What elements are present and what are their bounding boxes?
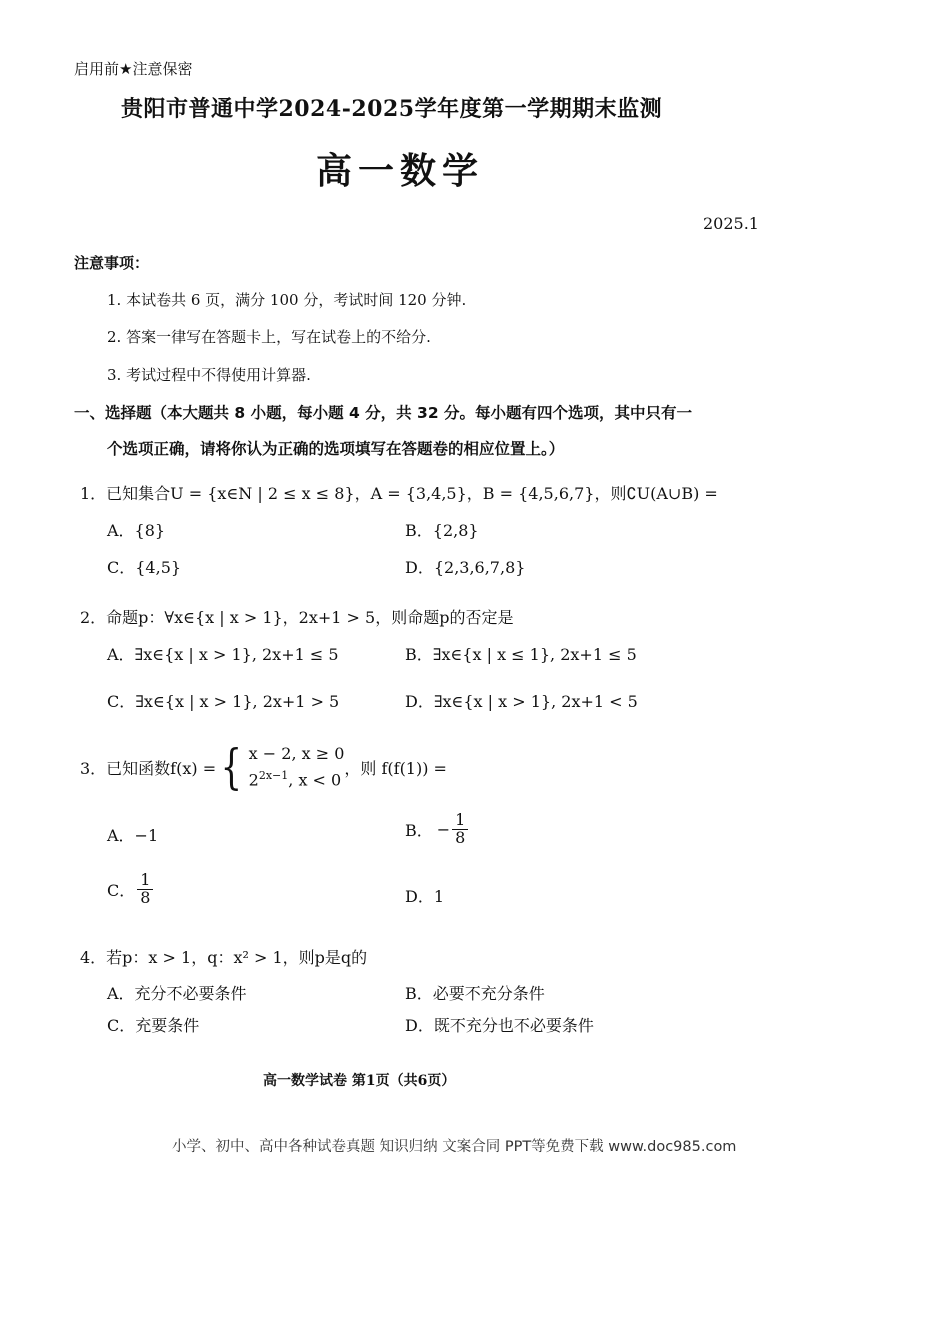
notice-item-2: 2. 答案一律写在答题卡上，写在试卷上的不给分. (107, 328, 431, 346)
option-c-label: C． (107, 880, 136, 900)
question-1-option-d: D．{2,3,6,7,8} (405, 558, 526, 577)
question-4-option-d: D．既不充分也不必要条件 (405, 1016, 594, 1035)
question-1-option-b: B．{2,8} (405, 521, 479, 540)
piecewise-case-2 (249, 767, 345, 793)
page-footer: 高一数学试卷 第1页（共6页） (263, 1073, 456, 1089)
question-1-option-c: C．{4,5} (107, 558, 182, 577)
question-4-option-a: A．充分不必要条件 (107, 984, 247, 1003)
subject-title: 高一数学 (316, 150, 485, 192)
option-b-denominator: 8 (455, 827, 466, 847)
case-2-base: 2 (248, 770, 259, 790)
question-2-option-a: A．∃x∈{x | x > 1}, 2x+1 ≤ 5 (107, 645, 339, 664)
piecewise-case-1: x − 2, x ≥ 0 (248, 744, 345, 763)
option-b-numerator: 1 (452, 812, 468, 830)
section-heading-line1: 一、选择题（本大题共 8 小题，每小题 4 分，共 32 分。每小题有四个选项，其中只有一 (74, 404, 693, 422)
section-heading-line2: 个选项正确，请将你认为正确的选项填写在答题卷的相应位置上。） (107, 440, 565, 458)
question-2-option-d: D．∃x∈{x | x > 1}, 2x+1 < 5 (405, 692, 638, 711)
question-4-option-c: C．充要条件 (107, 1016, 200, 1035)
option-b-fraction (452, 812, 468, 847)
question-3-stem-suffix: ，则 f(f(1)) = (344, 758, 447, 778)
left-brace-icon: { (220, 739, 243, 796)
question-3-stem-prefix: 3．已知函数f(x) = (80, 758, 217, 778)
question-1-option-a: A．{8} (107, 521, 166, 540)
question-2-stem: 2．命题p：∀x∈{x | x > 1}，2x+1 > 5，则命题p的否定是 (80, 608, 514, 627)
question-3-stem (80, 739, 447, 796)
notice-item-3: 3. 考试过程中不得使用计算器. (107, 366, 311, 384)
question-3-option-a: A．−1 (107, 826, 159, 845)
question-1-stem: 1．已知集合U = {x∈N | 2 ≤ x ≤ 8}，A = {3,4,5}，B = {4,5,6,7}，则∁U(A∪B) = (80, 484, 718, 503)
case-2-exponent: 2x−1 (258, 768, 289, 782)
option-c-fraction (137, 872, 153, 907)
confidential-label: 启用前★注意保密 (74, 60, 193, 78)
notice-heading: 注意事项： (74, 254, 150, 272)
piecewise-function (216, 739, 345, 796)
case-2-condition: , x < 0 (288, 770, 342, 790)
exam-date: 2025.1 (703, 214, 759, 233)
question-2-option-b: B．∃x∈{x | x ≤ 1}, 2x+1 ≤ 5 (405, 645, 637, 664)
question-3-option-c (107, 872, 155, 907)
question-4-stem: 4．若p：x > 1，q：x² > 1，则p是q的 (80, 948, 368, 967)
question-3-option-d: D．1 (405, 887, 445, 906)
option-c-numerator: 1 (137, 872, 153, 890)
notice-item-1: 1. 本试卷共 6 页，满分 100 分，考试时间 120 分钟. (107, 291, 467, 309)
watermark-text: 小学、初中、高中各种试卷真题 知识归纳 文案合同 PPT等免费下载 www.doc985.com (172, 1139, 737, 1155)
question-2-option-c: C．∃x∈{x | x > 1}, 2x+1 > 5 (107, 692, 340, 711)
option-b-label: B． (405, 820, 433, 840)
exam-title: 贵阳市普通中学2024-2025学年度第一学期期末监测 (121, 96, 663, 122)
option-c-denominator: 8 (140, 887, 151, 907)
question-3-option-b (405, 812, 470, 847)
question-4-option-b: B．必要不充分条件 (405, 984, 545, 1003)
option-b-sign: − (436, 819, 451, 839)
